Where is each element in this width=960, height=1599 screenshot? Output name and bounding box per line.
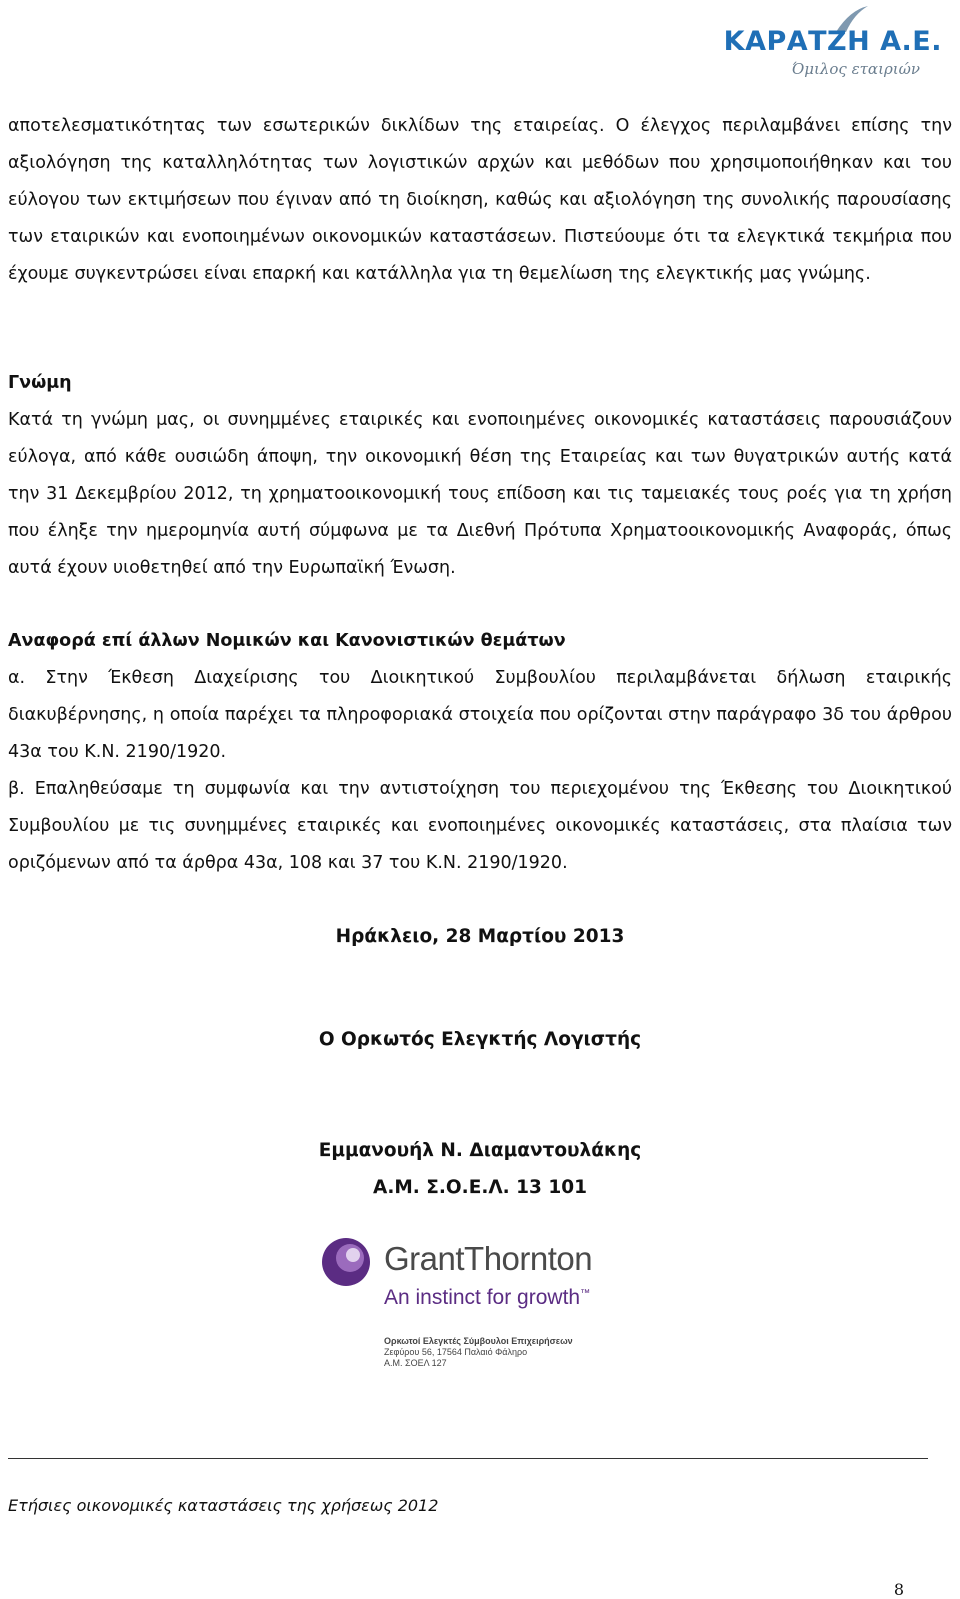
footer-divider [8, 1458, 928, 1459]
auditor-firm-line2: Ζεφύρου 56, 17564 Παλαιό Φάληρο [384, 1347, 528, 1357]
auditor-name: Εμμανουήλ Ν. Διαμαντουλάκης [318, 1140, 642, 1161]
legal-heading: Αναφορά επί άλλων Νομικών και Κανονιστικών θεμάτων [8, 631, 566, 651]
company-logo-name: ΚΑΡΑΤΖΗ Α.Ε. [723, 26, 942, 57]
footer-text: Ετήσιες οικονομικές καταστάσεις της χρήσεως 2012 [8, 1496, 439, 1515]
place-date: Ηράκλειο, 28 Μαρτίου 2013 [335, 926, 625, 947]
auditor-firm-line3: Α.Μ. ΣΟΕΛ 127 [384, 1358, 447, 1368]
page-number: 8 [893, 1580, 904, 1599]
legal-item-a: α. Στην Έκθεση Διαχείρισης του Διοικητικού Συμβουλίου περιλαμβάνεται δήλωση εταιρικής διακυβέρνησης, η οποία παρέχει τα πληροφοριακά στοιχεία που ορίζονται στην παράγραφο 3δ του άρθρου 43α του Κ.Ν. 2190/1920. [8, 668, 952, 762]
auditor-role: Ο Ορκωτός Ελεγκτής Λογιστής [318, 1029, 642, 1050]
auditor-firm-name: GrantThornton [384, 1240, 593, 1277]
auditor-registration: Α.Μ. Σ.Ο.Ε.Λ. 13 101 [373, 1177, 587, 1198]
grant-thornton-emblem-icon [320, 1236, 372, 1288]
auditor-firm-logo [320, 1228, 640, 1388]
auditor-firm-line1: Ορκωτοί Ελεγκτές Σύμβουλοι Επιχειρήσεων [384, 1336, 573, 1346]
opinion-heading: Γνώμη [8, 373, 72, 393]
company-logo [723, 4, 942, 88]
opinion-paragraph: Κατά τη γνώμη μας, οι συνημμένες εταιρικές και ενοποιημένες οικονομικές καταστάσεις παρουσιάζουν εύλογα, από κάθε ουσιώδη άποψη, την οικονομική θέση της Εταιρείας και των θυγατρικών αυτής κατά την 31 Δεκεμβρίου 2012, τη χρηματοοικονομική τους επίδοση και τις ταμειακές τους ροές για τη χρήση που έληξε την ημερομηνία αυτή σύμφωνα με τα Διεθνή Πρότυπα Χρηματοοικονομικής Αναφοράς, όπως αυτά έχουν υιοθετηθεί από την Ευρωπαϊκή Ένωση. [8, 410, 952, 578]
legal-item-b: β. Επαληθεύσαμε τη συμφωνία και την αντιστοίχηση του περιεχομένου της Έκθεσης του Διοικητικού Συμβουλίου με τις συνημμένες εταιρικές και ενοποιημένες οικονομικές καταστάσεις, στα πλαίσια των οριζόμενων από τα άρθρα 43α, 108 και 37 του Κ.Ν. 2190/1920. [8, 779, 952, 873]
company-logo-tagline: Όμιλος εταιριών [791, 60, 920, 78]
continuation-paragraph: αποτελεσματικότητας των εσωτερικών δικλίδων της εταιρείας. Ο έλεγχος περιλαμβάνει επίσης την αξιολόγηση της καταλληλότητας των λογιστικών αρχών και μεθόδων που χρησιμοποιήθηκαν και του εύλογου των εκτιμήσεων που έγιναν από τη διοίκηση, καθώς και αξιολόγηση της συνολικής παρουσίασης των εταιρικών και ενοποιημένων οικονομικών καταστάσεων. Πιστεύουμε ότι τα ελεγκτικά τεκμήρια που έχουμε συγκεντρώσει είναι επαρκή και κατάλληλα για τη θεμελίωση της ελεγκτικής μας γνώμης. [8, 116, 952, 284]
auditor-firm-tagline: An instinct for growth™ [384, 1286, 591, 1309]
